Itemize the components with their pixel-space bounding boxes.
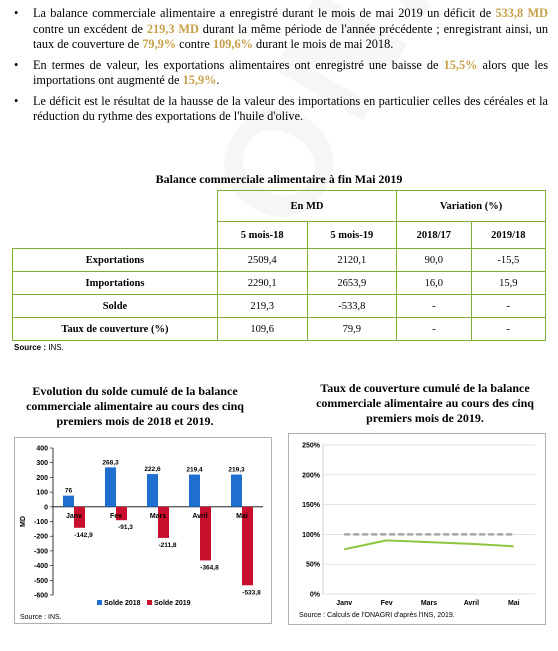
bar <box>158 507 169 538</box>
bar <box>105 467 116 506</box>
y-tick-label: 300 <box>36 460 48 468</box>
bullet-text <box>33 94 548 125</box>
y-tick-label: -600 <box>33 592 48 600</box>
data-label: -533,8 <box>242 589 261 597</box>
bullet-text-run: . <box>216 73 220 87</box>
source-text: INS. <box>46 343 64 352</box>
legend-label: Solde 2018 <box>104 600 141 607</box>
y-tick-label: -500 <box>33 577 48 585</box>
y-tick-label: 400 <box>36 445 48 453</box>
bullet-text-run: contre <box>176 37 213 51</box>
bar-chart-frame <box>14 437 272 624</box>
table-cell: -533,8 <box>307 295 397 318</box>
line-chart <box>289 434 545 624</box>
legend-label: Solde 2019 <box>154 600 191 607</box>
legend-swatch <box>147 600 152 605</box>
data-label: -91,3 <box>118 524 133 532</box>
row-label: Taux de couverture (%) <box>13 318 218 341</box>
y-tick-label: 150% <box>302 502 320 510</box>
table-cell: 219,3 <box>217 295 307 318</box>
x-tick-label: Janv <box>336 600 353 607</box>
table-cell: - <box>471 318 545 341</box>
table-corner <box>13 191 218 249</box>
table-cell: 2290,1 <box>217 272 307 295</box>
bar-chart-title: Evolution du solde cumulé de la balance commerciale alimentaire au cours des cinq premiers mois de 2018 et 2019. <box>26 384 244 428</box>
table-cell: - <box>397 318 471 341</box>
table-cell: 2120,1 <box>307 249 397 272</box>
bullet-text-run: La balance commerciale alimentaire a enregistré durant le mois de mai 2019 un déficit de <box>33 6 496 20</box>
line-chart-frame <box>288 433 546 625</box>
y-tick-label: 50% <box>305 561 320 569</box>
table-cell: 2509,4 <box>217 249 307 272</box>
y-tick-label: 200% <box>302 472 320 480</box>
bar <box>189 475 200 507</box>
x-tick-label: Avril <box>463 600 480 607</box>
data-label: 219,4 <box>186 466 203 474</box>
bullet-text-run: alors que les importations ont augmenté de <box>33 57 548 87</box>
data-label: 76 <box>64 487 73 495</box>
y-tick-label: -300 <box>33 548 48 556</box>
bar <box>63 496 74 507</box>
chart-source: Source : Calculs de l'ONAGRI d'après l'INS, 2019. <box>299 612 455 619</box>
data-label: -211,8 <box>158 541 177 549</box>
bullet-item <box>8 6 548 53</box>
x-tick-label: Mai <box>507 600 520 607</box>
table-row <box>13 249 546 272</box>
bar-chart <box>15 438 271 623</box>
highlighted-value: 109,6% <box>212 37 253 51</box>
bullet-dot-icon: • <box>14 93 19 108</box>
bullet-text <box>33 58 548 89</box>
legend-swatch <box>97 600 102 605</box>
y-tick-label: -200 <box>33 533 48 541</box>
y-tick-label: 100 <box>36 489 48 497</box>
highlighted-value: 79,9% <box>142 37 177 51</box>
table-source <box>14 343 64 352</box>
row-label: Solde <box>13 295 218 318</box>
sub-header: 2019/18 <box>471 222 545 249</box>
data-label: -364,8 <box>200 564 219 572</box>
x-tick-label: Mars <box>420 600 438 607</box>
table-cell: -15,5 <box>471 249 545 272</box>
data-label: -142,9 <box>74 531 93 539</box>
bullet-text <box>33 6 548 53</box>
highlighted-value: 15,9% <box>182 73 217 87</box>
y-tick-label: 100% <box>302 531 320 539</box>
table-row <box>13 318 546 341</box>
bullet-text-run: durant la même période de l'année précédente ; enregistrant ainsi, un taux de couverture de <box>33 21 548 51</box>
table-cell: 79,9 <box>307 318 397 341</box>
row-label: Importations <box>13 272 218 295</box>
table-cell: 109,6 <box>217 318 307 341</box>
y-tick-label: -400 <box>33 563 48 571</box>
x-tick-label: Avril <box>192 512 208 520</box>
balance-table <box>12 190 546 341</box>
bullet-dot-icon: • <box>14 6 19 20</box>
x-tick-label: Janv <box>66 512 82 520</box>
line-chart-title: Taux de couverture cumulé de la balance commerciale alimentaire au cours des cinq premiers mois de 2019. <box>316 381 534 425</box>
highlighted-value: 15,5% <box>443 57 478 72</box>
table-cell: - <box>397 295 471 318</box>
bullet-text-run: contre un excédent de <box>33 21 147 36</box>
table-cell: 2653,9 <box>307 272 397 295</box>
table-title: Balance commerciale alimentaire à fin Mai 2019 <box>155 172 403 186</box>
y-tick-label: 250% <box>302 442 320 450</box>
table-row <box>13 295 546 318</box>
y-axis-label: MD <box>20 516 27 527</box>
sub-header: 5 mois-19 <box>307 222 397 249</box>
bullet-text-run: durant le mois de mai 2018. <box>252 37 394 51</box>
x-tick-label: Mai <box>236 512 248 520</box>
chart-source: Source : INS. <box>20 614 62 621</box>
y-tick-label: 200 <box>36 474 48 482</box>
group-header-md: En MD <box>217 191 396 222</box>
table-row <box>13 272 546 295</box>
bullet-list <box>8 6 548 130</box>
table-cell: - <box>471 295 545 318</box>
x-tick-label: Mars <box>149 512 167 520</box>
bullet-dot-icon: • <box>14 57 19 72</box>
bullet-text-run: Le déficit est le résultat de la hausse de la valeur des importations en particulier celles des céréales et la réduction du rythme des exportations de l'huile d'olive. <box>33 93 548 123</box>
y-tick-label: -100 <box>33 519 48 526</box>
group-header-variation: Variation (%) <box>397 191 546 222</box>
coverage-rate-line <box>344 540 514 549</box>
source-label: Source : <box>14 343 47 352</box>
row-label: Exportations <box>13 249 218 272</box>
table-cell: 16,0 <box>397 272 471 295</box>
highlighted-value: 219,3 MD <box>146 21 199 36</box>
bullet-text-run: En termes de valeur, les exportations alimentaires ont enregistré une baisse de <box>33 57 444 72</box>
sub-header: 2018/17 <box>397 222 471 249</box>
bar <box>231 475 242 507</box>
y-tick-label: 0 <box>44 504 48 512</box>
bullet-item <box>8 58 548 89</box>
table-cell: 15,9 <box>471 272 545 295</box>
bar <box>147 474 158 507</box>
bullet-item <box>8 94 548 125</box>
data-label: 222,6 <box>144 466 161 474</box>
table-cell: 90,0 <box>397 249 471 272</box>
sub-header: 5 mois-18 <box>217 222 307 249</box>
data-label: 268,3 <box>102 459 119 467</box>
highlighted-value: 533,8 MD <box>495 6 548 20</box>
y-tick-label: 0% <box>309 591 320 599</box>
x-tick-label: Fev <box>380 600 393 607</box>
data-label: 219,3 <box>228 466 245 474</box>
x-tick-label: Fev <box>109 512 123 520</box>
